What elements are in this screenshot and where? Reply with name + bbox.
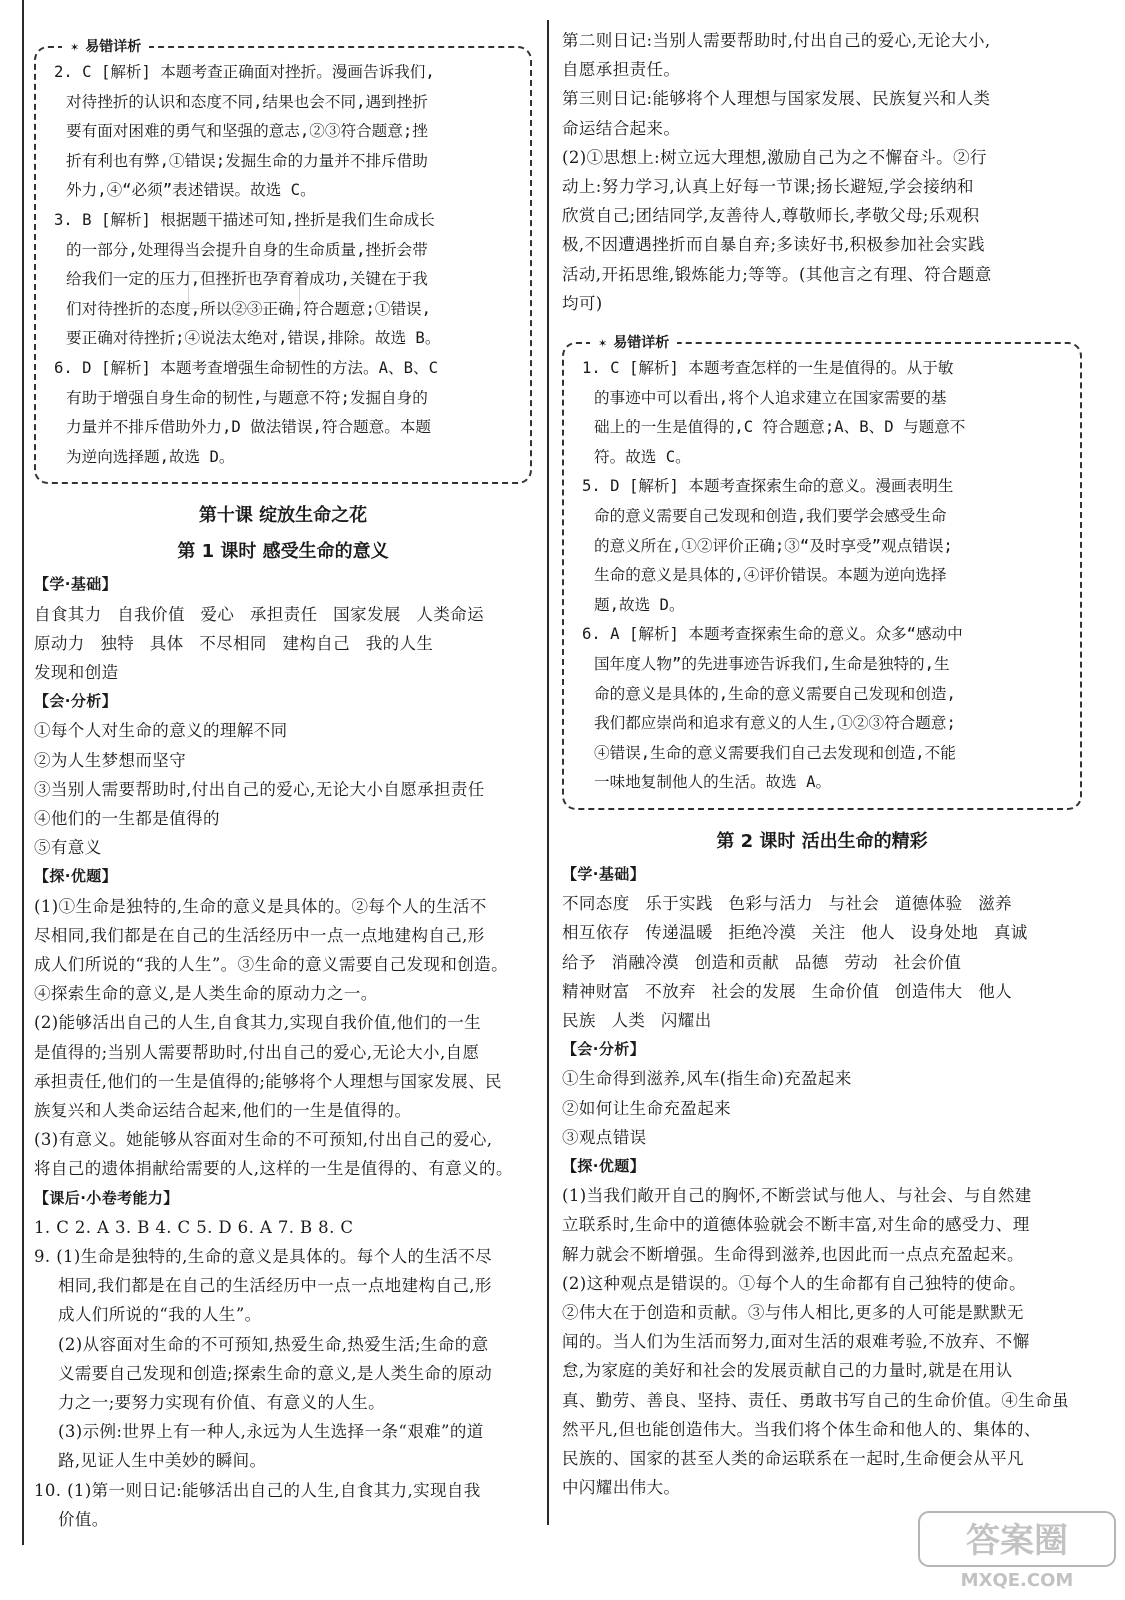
text-line: 自愿承担责任。 xyxy=(562,60,681,80)
text-line: 解力就会不断增强。生命得到滋养,也因此而一点点充盈起来。 xyxy=(562,1244,1024,1264)
text-line: 不同态度 乐于实践 色彩与活力 与社会 道德体验 滋养 xyxy=(562,894,1013,914)
text-line: ④探索生命的意义,是人类生命的原动力之一。 xyxy=(34,984,378,1004)
box-label: ✶ 易错详析 xyxy=(62,37,149,58)
right-column xyxy=(562,0,1082,1502)
text-line: 的事迹中可以看出,将个人追求建立在国家需要的基 xyxy=(594,388,947,407)
tan-lines xyxy=(562,1181,1082,1502)
text-line: (1)①生命是独特的,生命的意义是具体的。②每个人的生活不 xyxy=(34,896,487,916)
watermark-logo xyxy=(917,1510,1117,1592)
text-line: 折有利也有弊,①错误;发掘生命的力量并不排斥借助 xyxy=(66,151,428,170)
watermark-site: MXQE.COM xyxy=(960,1570,1074,1591)
text-line: 生命的意义是具体的,④评价错误。本题为逆向选择 xyxy=(594,566,947,585)
hui-lines xyxy=(562,1064,1082,1152)
text-line: 中闪耀出伟大。 xyxy=(562,1478,681,1498)
box-1-lines xyxy=(54,58,516,472)
period-1-title: 第 1 课时 感受生命的意义 xyxy=(177,541,389,563)
error-analysis-box-1 xyxy=(34,39,532,484)
scan-stamp xyxy=(188,271,300,309)
text-line: 相同,我们都是在自己的生活经历中一点一点地建构自己,形 xyxy=(58,1276,492,1296)
box-2-lines xyxy=(582,354,1066,798)
xue-keywords xyxy=(562,889,1082,1035)
text-line: ④错误,生命的意义需要我们自己去发现和创造,不能 xyxy=(594,743,956,762)
text-line: 第三则日记:能够将个人理想与国家发展、民族复兴和人类 xyxy=(562,89,991,109)
text-line: 立联系时,生命中的道德体验就会不断丰富,对生命的感受力、理 xyxy=(562,1215,1030,1235)
text-line: (2)能够活出自己的人生,自食其力,实现自我价值,他们的一生 xyxy=(34,1013,482,1033)
text-line: 怠,为家庭的美好和社会的发展贡献自己的力量时,就是在用认 xyxy=(562,1361,1013,1381)
text-line: 命运结合起来。 xyxy=(562,118,681,138)
text-line: 要有面对困难的勇气和坚强的意志,②③符合题意;挫 xyxy=(66,122,428,141)
text-line: 将自己的遗体捐献给需要的人,这样的一生是值得的、有意义的。 xyxy=(34,1159,513,1179)
text-line: 础上的一生是值得的,C 符合题意;A、B、D 与题意不 xyxy=(594,418,966,437)
text-line: 欣赏自己;团结同学,友善待人,尊敬师长,孝敬父母;乐观积 xyxy=(562,206,980,226)
left-column xyxy=(34,0,532,1534)
text-line: 是值得的;当别人需要帮助时,付出自己的爱心,无论大小,自愿 xyxy=(34,1042,480,1062)
text-line: 们对待挫折的态度,所以②③正确,符合题意;①错误, xyxy=(66,299,432,318)
text-line: 9. (1)生命是独特的,生命的意义是具体的。每个人的生活不尽 xyxy=(34,1246,493,1266)
question-10 xyxy=(34,1476,532,1534)
text-line: 力之一;要努力实现有价值、有意义的人生。 xyxy=(58,1393,386,1412)
text-line: 闻的。当人们为生活而努力,面对生活的艰难考验,不放弃、不懈 xyxy=(562,1332,1030,1352)
section-head-hui: 【会·分析】 xyxy=(562,1040,646,1059)
column-divider xyxy=(547,20,549,1525)
text-line: 义需要自己发现和创造;探索生命的意义,是人类生命的原动 xyxy=(58,1363,493,1383)
text-line: (3)示例:世界上有一种人,永远为人生选择一条“艰难”的道 xyxy=(58,1422,484,1442)
text-line: (2)①思想上:树立远大理想,激励自己为之不懈奋斗。②行 xyxy=(562,147,987,167)
text-line: 对待挫折的认识和态度不同,结果也会不同,遇到挫折 xyxy=(66,92,428,111)
text-line: ②如何让生命充盈起来 xyxy=(562,1098,731,1118)
text-line: 发现和创造 xyxy=(34,662,119,682)
text-line: 10. (1)第一则日记:能够活出自己的人生,自食其力,实现自我 xyxy=(34,1480,481,1500)
text-line: 6. D [解析] 本题考查增强生命韧性的方法。A、B、C xyxy=(54,358,438,377)
text-line: 力量并不排斥借助外力,D 做法错误,符合题意。本题 xyxy=(66,418,432,437)
section-head-hui: 【会·分析】 xyxy=(34,692,118,711)
hui-lines xyxy=(34,716,532,862)
text-line: 国年度人物”的先进事迹告诉我们,生命是独特的,生 xyxy=(594,654,950,673)
text-line: 5. D [解析] 本题考查探索生命的意义。漫画表明生 xyxy=(582,477,954,496)
watermark-text: 答案圈 xyxy=(966,1521,1068,1561)
text-line: 6. A [解析] 本题考查探索生命的意义。众多“感动中 xyxy=(582,625,963,644)
text-line: ②伟大在于创造和贡献。③与伟人相比,更多的人可能是默默无 xyxy=(562,1302,1024,1322)
text-line: 然平凡,但也能创造伟大。当我们将个体生命和他人的、集体的、 xyxy=(562,1419,1041,1439)
page-left-rule xyxy=(22,0,24,1545)
text-line: 成人们所说的“我的人生”。 xyxy=(58,1305,262,1325)
text-line: 自食其力 自我价值 爱心 承担责任 国家发展 人类命运 xyxy=(34,604,485,624)
text-line: ②为人生梦想而坚守 xyxy=(34,750,187,770)
xue-keywords xyxy=(34,600,532,688)
text-line: 尽相同,我们都是在自己的生活经历中一点一点地建构自己,形 xyxy=(34,925,485,945)
text-line: (2)这种观点是错误的。①每个人的生命都有自己独特的使命。 xyxy=(562,1273,1026,1293)
text-line: ①生命得到滋养,风车(指生命)充盈起来 xyxy=(562,1069,852,1089)
text-line: 民族的、国家的甚至人类的命运联系在一起时,生命便会从平凡 xyxy=(562,1449,1024,1468)
lesson-title: 第十课 绽放生命之花 xyxy=(198,505,368,527)
text-line: ③当别人需要帮助时,付出自己的爱心,无论大小自愿承担责任 xyxy=(34,779,485,799)
box-label: ✶ 易错详析 xyxy=(590,333,677,354)
text-line: 价值。 xyxy=(58,1509,109,1529)
text-line: 活动,开拓思维,锻炼能力;等等。(其他言之有理、符合题意 xyxy=(562,264,992,284)
text-line: 给予 消融冷漠 创造和贡献 品德 劳动 社会价值 xyxy=(562,952,962,972)
text-line: (3)有意义。她能够从容面对生命的不可预知,付出自己的爱心, xyxy=(34,1130,493,1150)
question-9 xyxy=(34,1242,532,1476)
text-line: 一味地复制他人的生活。故选 A。 xyxy=(594,773,832,792)
text-line: 命的意义需要自己发现和创造,我们要学会感受生命 xyxy=(594,507,947,525)
section-head-tan: 【探·优题】 xyxy=(34,867,118,886)
tan-lines xyxy=(34,892,532,1184)
text-line: 族复兴和人类命运结合起来,他们的一生是值得的。 xyxy=(34,1100,412,1120)
text-line: 我们都应崇尚和追求有意义的人生,①②③符合题意; xyxy=(594,714,956,733)
diary-answers xyxy=(562,26,1082,318)
text-line: 的一部分,处理得当会提升自身的生命质量,挫折会带 xyxy=(66,240,428,259)
text-line: ①每个人对生命的意义的理解不同 xyxy=(34,721,288,741)
text-line: 相互依存 传递温暖 拒绝冷漠 关注 他人 设身处地 真诚 xyxy=(562,923,1028,943)
text-line: 给我们一定的压力,但挫折也孕育着成功,关键在于我 xyxy=(66,270,428,289)
text-line: 1. C [解析] 本题考查怎样的一生是值得的。从于敏 xyxy=(582,359,954,378)
text-line: 动上:努力学习,认真上好每一节课;扬长避短,学会接纳和 xyxy=(562,177,974,197)
text-line: 路,见证人生中美妙的瞬间。 xyxy=(58,1451,267,1471)
section-head-kehou: 【课后·小卷考能力】 xyxy=(34,1188,179,1207)
period-2-title: 第 2 课时 活出生命的精彩 xyxy=(716,830,928,852)
section-head-xue: 【学·基础】 xyxy=(34,575,118,594)
text-line: 民族 人类 闪耀出 xyxy=(562,1010,712,1030)
text-line: 2. C [解析] 本题考查正确面对挫折。漫画告诉我们, xyxy=(54,63,435,81)
text-line: 极,不因遭遇挫折而自暴自弃;多读好书,积极参加社会实践 xyxy=(562,235,985,255)
text-line: 3. B [解析] 根据题干描述可知,挫折是我们生命成长 xyxy=(54,210,435,229)
text-line: (1)当我们敞开自己的胸怀,不断尝试与他人、与社会、与自然建 xyxy=(562,1186,1032,1206)
text-line: 承担责任,他们的一生是值得的;能够将个人理想与国家发展、民 xyxy=(34,1071,502,1091)
text-line: 有助于增强自身生命的韧性,与题意不符;发掘自身的 xyxy=(66,388,428,407)
text-line: 题,故选 D。 xyxy=(594,595,685,614)
text-line: ⑤有意义 xyxy=(34,838,102,858)
text-line: (2)从容面对生命的不可预知,热爱生命,热爱生活;生命的意 xyxy=(58,1334,489,1354)
text-line: 真、勤劳、善良、坚持、责任、勇敢书写自己的生命价值。④生命虽 xyxy=(562,1390,1069,1410)
text-line: 命的意义是具体的,生命的意义需要自己发现和创造, xyxy=(594,684,956,703)
section-head-tan: 【探·优题】 xyxy=(562,1156,646,1175)
text-line: 第二则日记:当别人需要帮助时,付出自己的爱心,无论大小, xyxy=(562,31,991,50)
text-line: 外力,④“必须”表述错误。故选 C。 xyxy=(66,181,316,200)
text-line: 为逆向选择题,故选 D。 xyxy=(66,447,235,466)
choice-answers: 1. C 2. A 3. B 4. C 5. D 6. A 7. B 8. C xyxy=(34,1217,354,1237)
text-line: 原动力 独特 具体 不尽相同 建构自己 我的人生 xyxy=(34,633,434,653)
text-line: 符。故选 C。 xyxy=(594,447,691,466)
text-line: 均可) xyxy=(562,293,603,313)
text-line: 成人们所说的“我的人生”。③生命的意义需要自己发现和创造。 xyxy=(34,954,508,974)
section-head-xue: 【学·基础】 xyxy=(562,864,646,883)
text-line: 要正确对待挫折;④说法太绝对,错误,排除。故选 B。 xyxy=(66,329,441,348)
text-line: ④他们的一生都是值得的 xyxy=(34,808,220,828)
text-line: 精神财富 不放弃 社会的发展 生命价值 创造伟大 他人 xyxy=(562,981,1013,1001)
error-analysis-box-2 xyxy=(562,335,1082,810)
text-line: ③观点错误 xyxy=(562,1127,647,1147)
text-line: 的意义所在,①②评价正确;③“及时享受”观点错误; xyxy=(594,536,953,555)
